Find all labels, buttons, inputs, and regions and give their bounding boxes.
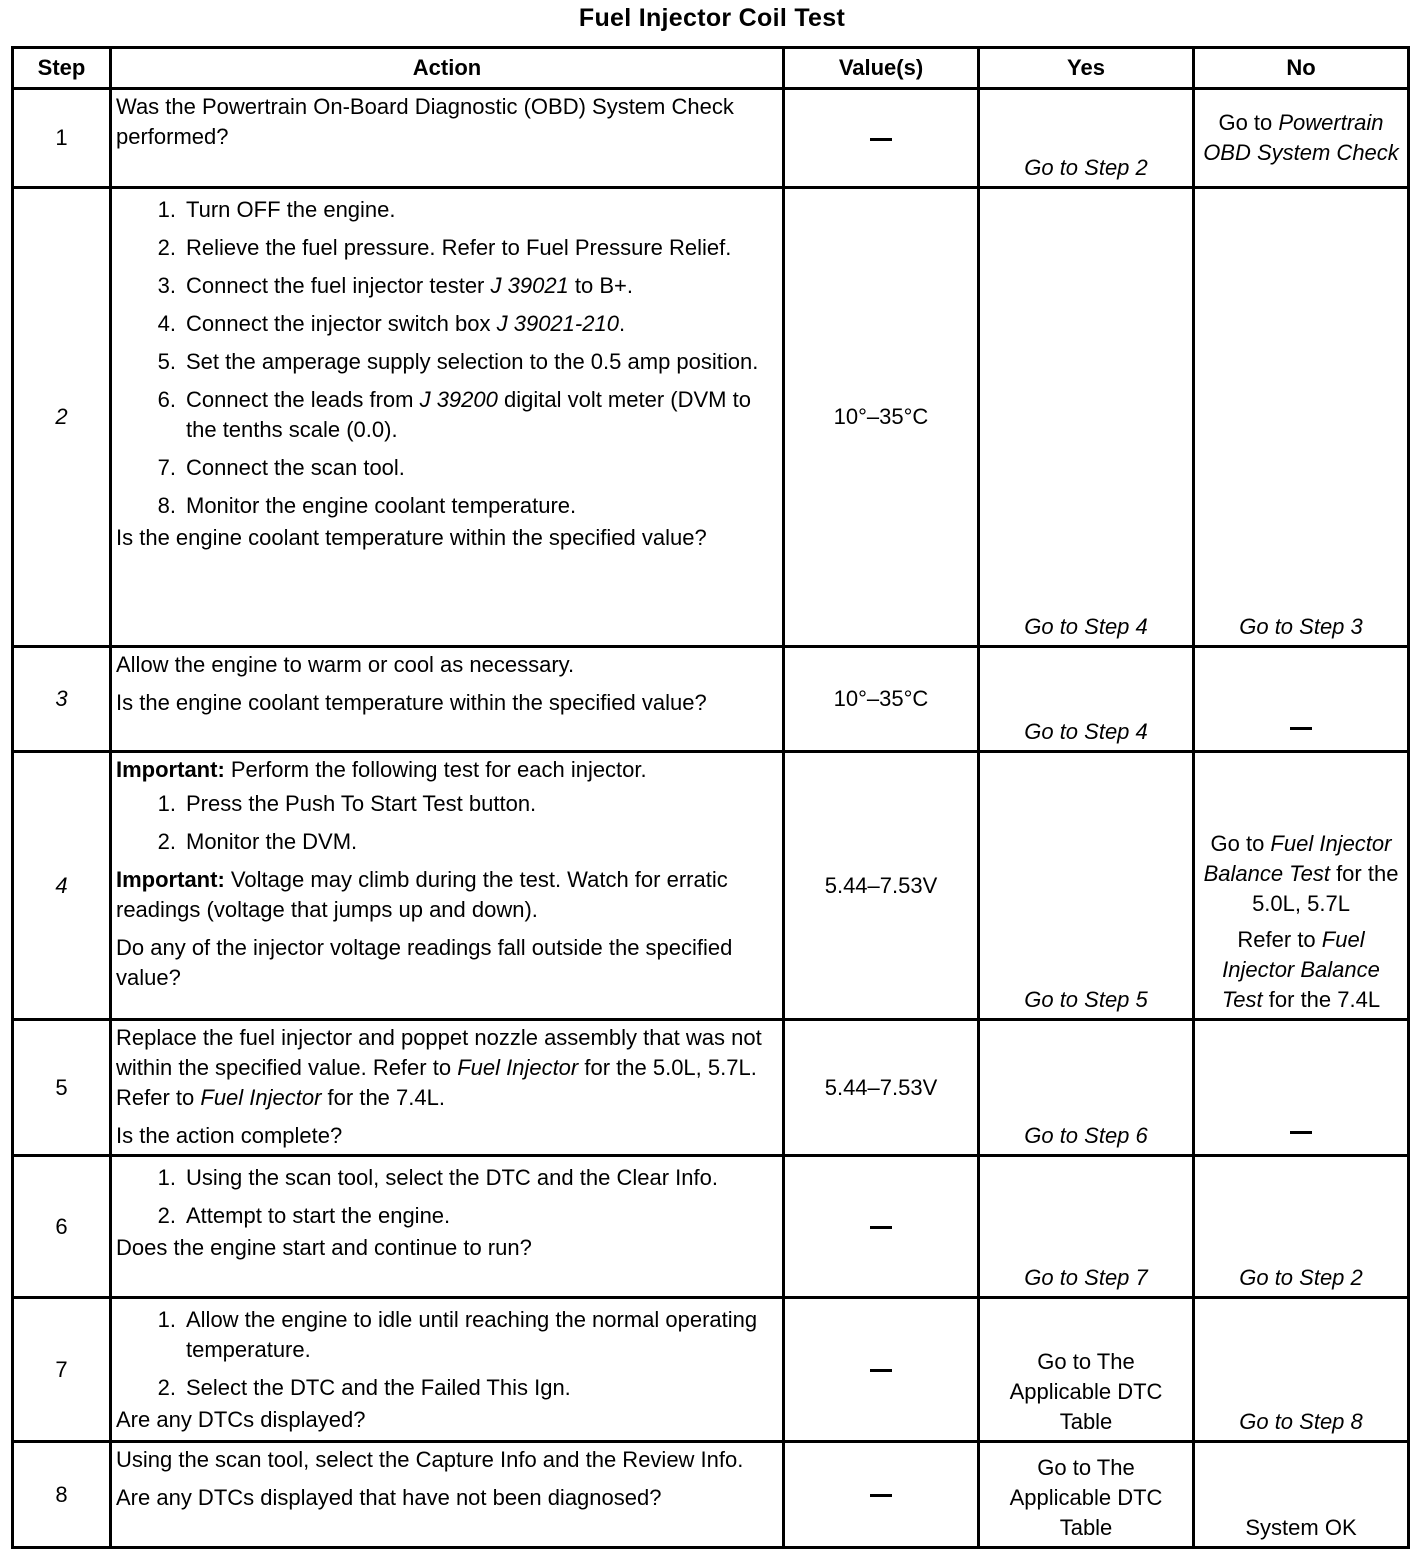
- value-cell: [784, 1298, 979, 1442]
- value-cell: [784, 1156, 979, 1298]
- value-cell: [784, 1442, 979, 1548]
- action-cell: [111, 752, 784, 1020]
- yes-link[interactable]: Go to The Applicable DTC Table: [1009, 1455, 1163, 1540]
- header-values: Value(s): [784, 48, 979, 89]
- yes-cell: [979, 1156, 1194, 1298]
- action-question: Was the Powertrain On-Board Diagnostic (OBD) System Check performed?: [116, 94, 734, 149]
- action-question: Is the action complete?: [116, 1123, 343, 1148]
- tool-number: J 39021: [490, 273, 569, 298]
- value-cell: 5.44–7.53V: [784, 752, 979, 1020]
- no-cell: [1194, 752, 1409, 1020]
- action-steps: [116, 195, 776, 521]
- important-note: Important: Perform the following test for each injector.: [116, 757, 647, 782]
- action-text: Allow the engine to warm or cool as necessary.: [116, 652, 575, 677]
- value-cell: [784, 89, 979, 188]
- no-link[interactable]: Go to Step 8: [1239, 1409, 1363, 1434]
- action-steps: [116, 789, 776, 857]
- step-number: 3: [13, 647, 111, 752]
- action-steps: [116, 1163, 776, 1231]
- no-link[interactable]: Powertrain OBD System Check: [1203, 109, 1399, 165]
- action-cell: [111, 188, 784, 647]
- action-text: Replace the fuel injector and poppet nozzle assembly that was not within the specified value. Refer to Fuel Injector for the 5.0L, 5.7L. Refer to Fuel Injector for the 7.4L.: [116, 1025, 762, 1110]
- step-number: 7: [13, 1298, 111, 1442]
- action-steps: [116, 1305, 776, 1403]
- no-link[interactable]: Go to Step 2: [1239, 1265, 1363, 1290]
- no-cell: [1194, 89, 1409, 188]
- table-row: [13, 752, 1409, 1020]
- list-item: 3. Connect the fuel injector tester J 39021 to B+.: [157, 273, 634, 298]
- yes-link[interactable]: Go to Step 2: [1024, 155, 1148, 180]
- em-dash: [870, 1226, 892, 1229]
- yes-cell: [979, 752, 1194, 1020]
- list-item: 6. Connect the leads from J 39200 digital volt meter (DVM to the tenths scale (0.0).: [157, 387, 751, 442]
- list-item: 7. Connect the scan tool.: [157, 455, 405, 480]
- table-row: [13, 1298, 1409, 1442]
- yes-link[interactable]: Go to The Applicable DTC Table: [1009, 1349, 1163, 1434]
- header-no: No: [1194, 48, 1409, 89]
- no-link[interactable]: Fuel Injector Balance Test: [1221, 927, 1380, 1012]
- page-title: Fuel Injector Coil Test: [578, 4, 846, 32]
- list-item: 5. Set the amperage supply selection to the 0.5 amp position.: [157, 349, 759, 374]
- no-instruction-2: Refer to Fuel Injector Balance Test for the 7.4L: [1221, 927, 1381, 1012]
- list-item: 1. Press the Push To Start Test button.: [157, 791, 537, 816]
- step-number: 6: [13, 1156, 111, 1298]
- no-cell: [1194, 1298, 1409, 1442]
- reference-link[interactable]: Fuel Injector: [200, 1085, 322, 1110]
- list-item: 2. Relieve the fuel pressure. Refer to Fuel Pressure Relief.: [157, 235, 732, 260]
- no-result: System OK: [1245, 1515, 1357, 1540]
- table-row: [13, 1442, 1409, 1548]
- no-instruction-1: Go to Fuel Injector Balance Test for the 5.0L, 5.7L: [1203, 831, 1399, 916]
- header-yes: Yes: [979, 48, 1194, 89]
- value-cell: 10°–35°C: [784, 647, 979, 752]
- no-link[interactable]: Go to Step 3: [1239, 614, 1363, 639]
- action-cell: [111, 647, 784, 752]
- action-cell: [111, 1298, 784, 1442]
- table-row: [13, 89, 1409, 188]
- table-row: [13, 647, 1409, 752]
- action-question: Are any DTCs displayed?: [116, 1407, 366, 1432]
- yes-link[interactable]: Go to Step 7: [1024, 1265, 1148, 1290]
- no-link[interactable]: Fuel Injector Balance Test: [1203, 831, 1392, 886]
- action-cell: [111, 89, 784, 188]
- yes-cell: [979, 188, 1194, 647]
- no-cell: [1194, 1020, 1409, 1156]
- em-dash: [870, 138, 892, 141]
- action-question: Are any DTCs displayed that have not been diagnosed?: [116, 1485, 662, 1510]
- no-cell: [1194, 1442, 1409, 1548]
- list-item: 8. Monitor the engine coolant temperature.: [157, 493, 577, 518]
- em-dash: [870, 1494, 892, 1497]
- action-cell: [111, 1156, 784, 1298]
- em-dash: [1290, 1131, 1312, 1134]
- yes-link[interactable]: Go to Step 5: [1024, 987, 1148, 1012]
- yes-cell: [979, 1020, 1194, 1156]
- em-dash: [870, 1369, 892, 1372]
- header-action: Action: [111, 48, 784, 89]
- value-cell: 5.44–7.53V: [784, 1020, 979, 1156]
- action-question: Is the engine coolant temperature within the specified value?: [116, 690, 707, 715]
- table-row: [13, 1020, 1409, 1156]
- list-item: 1. Using the scan tool, select the DTC and the Clear Info.: [157, 1165, 718, 1190]
- yes-cell: [979, 647, 1194, 752]
- list-item: 1. Allow the engine to idle until reaching the normal operating temperature.: [157, 1307, 758, 1362]
- list-item: 4. Connect the injector switch box J 39021-210.: [157, 311, 626, 336]
- action-question: Is the engine coolant temperature within the specified value?: [116, 525, 707, 550]
- step-number: 1: [13, 89, 111, 188]
- no-cell: [1194, 647, 1409, 752]
- table-row: [13, 1156, 1409, 1298]
- action-question: Do any of the injector voltage readings fall outside the specified value?: [116, 935, 733, 990]
- action-cell: [111, 1020, 784, 1156]
- step-number: 8: [13, 1442, 111, 1548]
- step-number: 5: [13, 1020, 111, 1156]
- list-item: 2. Select the DTC and the Failed This Ign.: [157, 1375, 571, 1400]
- diagnostic-table: [11, 46, 1410, 1549]
- yes-cell: [979, 89, 1194, 188]
- yes-cell: [979, 1442, 1194, 1548]
- action-text: Using the scan tool, select the Capture Info and the Review Info.: [116, 1447, 744, 1472]
- reference-link[interactable]: Fuel Injector: [457, 1055, 579, 1080]
- step-number: 4: [13, 752, 111, 1020]
- no-cell: [1194, 188, 1409, 647]
- action-cell: [111, 1442, 784, 1548]
- tool-number: J 39200: [419, 387, 498, 412]
- list-item: 2. Attempt to start the engine.: [157, 1203, 451, 1228]
- list-item: 1. Turn OFF the engine.: [157, 197, 396, 222]
- table-header-row: [13, 48, 1409, 89]
- yes-cell: [979, 1298, 1194, 1442]
- table-row: [13, 188, 1409, 647]
- list-item: 2. Monitor the DVM.: [157, 829, 358, 854]
- no-cell: [1194, 1156, 1409, 1298]
- em-dash: [1290, 727, 1312, 730]
- step-number: 2: [13, 188, 111, 647]
- yes-link[interactable]: Go to Step 4: [1024, 614, 1148, 639]
- no-text-prefix: Go to: [1218, 109, 1279, 135]
- yes-link[interactable]: Go to Step 4: [1024, 719, 1148, 744]
- important-note: Important: Voltage may climb during the test. Watch for erratic readings (voltage that jumps up and down).: [116, 867, 728, 922]
- header-step: Step: [13, 48, 111, 89]
- value-cell: 10°–35°C: [784, 188, 979, 647]
- tool-number: J 39021-210: [496, 311, 619, 336]
- action-question: Does the engine start and continue to run?: [116, 1235, 532, 1260]
- yes-link[interactable]: Go to Step 6: [1024, 1123, 1148, 1148]
